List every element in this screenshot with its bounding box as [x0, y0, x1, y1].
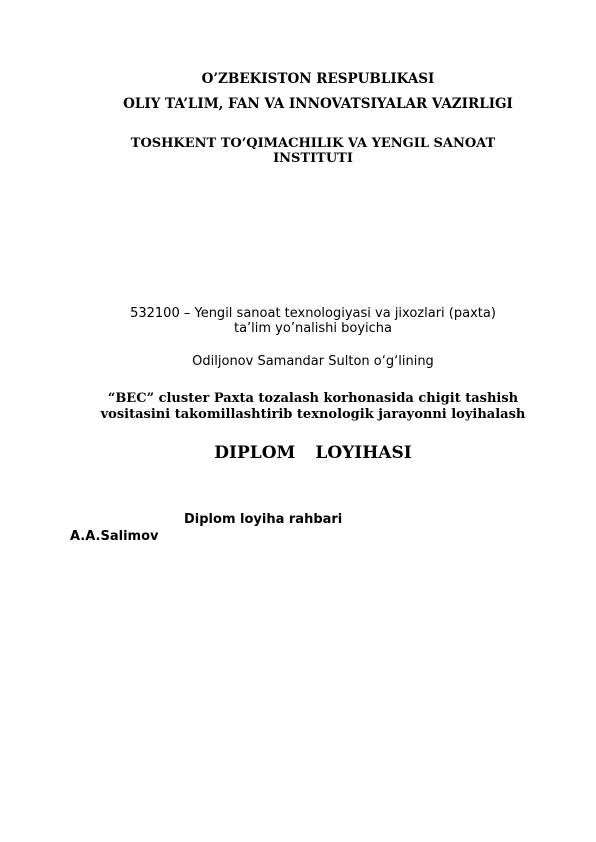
document-type-word1: DIPLOM	[214, 443, 296, 463]
specialty-line1: 532100 – Yengil sanoat texnologiyasi va jixozlari (paxta)	[130, 306, 496, 321]
institute-heading-line1: TOSHKENT TO’QIMACHILIK VA YENGIL SANOAT	[130, 136, 496, 151]
thesis-title-line2: vositasini takomillashtirib texnologik jarayonni loyihalash	[100, 407, 526, 422]
thesis-title-line1: “BEC” cluster Paxta tozalash korhonasida chigit tashish	[107, 391, 519, 406]
institute-heading-line2: INSTITUTI	[273, 151, 353, 166]
supervisor-label: Diplom loyiha rahbari	[184, 512, 343, 527]
student-name: Odiljonov Samandar Sulton o‘g‘lining	[192, 354, 434, 369]
ministry-heading: OLIY TA’LIM, FAN VA INNOVATSIYALAR VAZIRLIGI	[123, 96, 513, 112]
document-type-word2: LOYIHASI	[315, 443, 412, 463]
republic-heading: O’ZBEKISTON RESPUBLIKASI	[201, 71, 435, 87]
specialty-line2: ta’lim yo’nalishi boyicha	[233, 321, 393, 336]
document-type	[15, 445, 596, 462]
supervisor-name: A.A.Salimov	[70, 529, 159, 544]
